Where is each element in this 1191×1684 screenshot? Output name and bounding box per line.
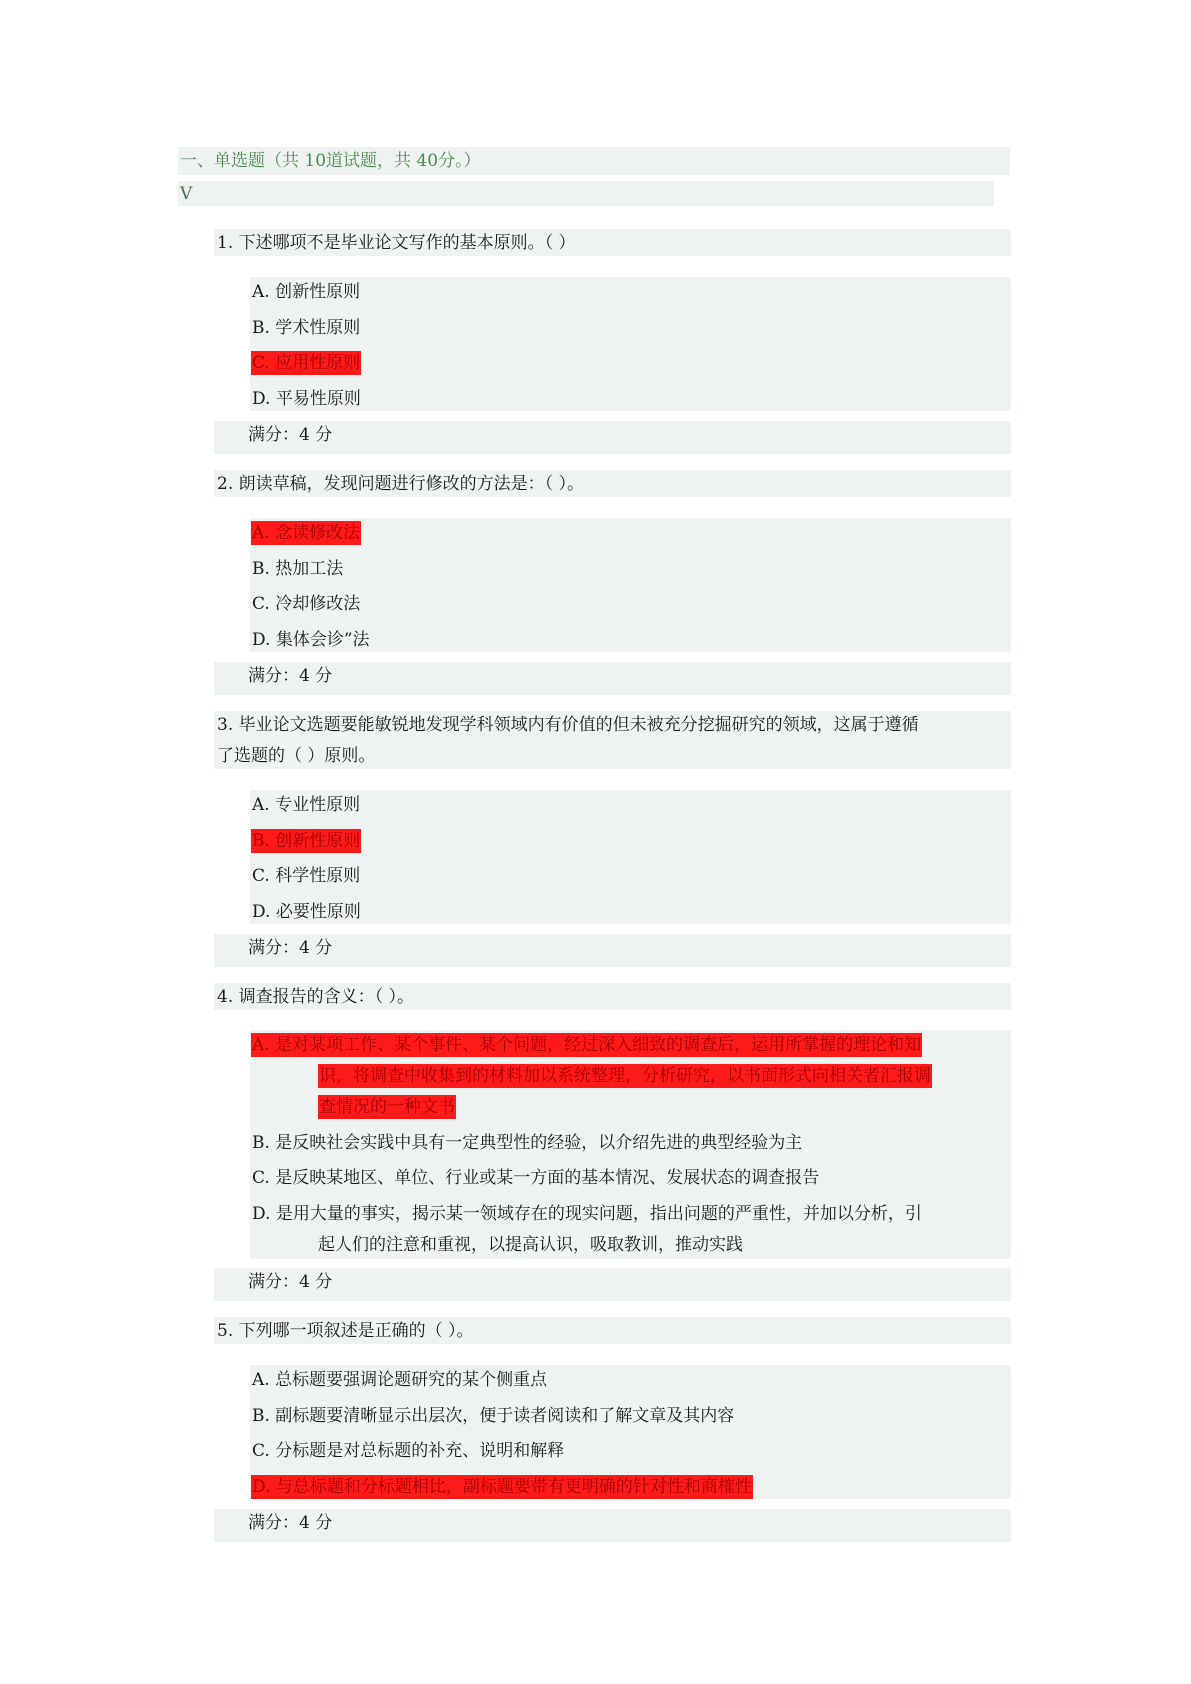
question-5-score-band — [214, 1509, 1011, 1542]
question-4-score-band — [214, 1268, 1011, 1301]
question-1-score: 满分：4 分 — [248, 425, 333, 445]
question-5-score: 满分：4 分 — [248, 1513, 333, 1533]
question-3-stem-line-1: 3. 毕业论文选题要能敏锐地发现学科领域内有价值的但未被充分挖掘研究的领域，这属于遵循 — [217, 715, 919, 735]
question-2-stem: 2. 朗读草稿，发现问题进行修改的方法是：（ ）。 — [217, 474, 585, 494]
question-1-stem: 1. 下述哪项不是毕业论文写作的基本原则。（ ） — [217, 233, 576, 253]
question-2-score-band — [214, 662, 1011, 695]
question-3-option-b-selected[interactable]: B. 创新性原则 — [252, 831, 361, 851]
question-3-score-band — [214, 934, 1011, 967]
section-mark-band — [178, 181, 994, 206]
question-3-option-c[interactable]: C. 科学性原则 — [252, 866, 361, 886]
question-5-stem: 5. 下列哪一项叙述是正确的（ ）。 — [217, 1321, 474, 1341]
question-1-option-d[interactable]: D. 平易性原则 — [252, 389, 361, 409]
question-5-option-b[interactable]: B. 副标题要清晰显示出层次，便于读者阅读和了解文章及其内容 — [252, 1406, 735, 1426]
question-3-option-a[interactable]: A. 专业性原则 — [252, 795, 361, 815]
question-1-score-band — [214, 421, 1011, 454]
question-1-option-a[interactable]: A. 创新性原则 — [252, 282, 361, 302]
question-5-option-a[interactable]: A. 总标题要强调论题研究的某个侧重点 — [252, 1370, 548, 1390]
question-2-score: 满分：4 分 — [248, 666, 333, 686]
question-2-option-c[interactable]: C. 冷却修改法 — [252, 594, 361, 614]
question-4-option-d-line-1[interactable]: D. 是用大量的事实，揭示某一领域存在的现实问题，指出问题的严重性，并加以分析，引 — [252, 1204, 922, 1224]
question-5-option-d-selected[interactable]: D. 与总标题和分标题相比，副标题要带有更明确的针对性和商榷性 — [252, 1477, 752, 1497]
question-4-option-d-line-2[interactable]: 起人们的注意和重视，以提高认识，吸取教训，推动实践 — [318, 1235, 743, 1255]
question-1-options-band — [250, 277, 1011, 411]
section-title: 一、单选题（共 10道试题，共 40分。） — [180, 151, 481, 171]
question-2-option-d[interactable]: D. 集体会诊”法 — [252, 630, 370, 650]
question-4-stem: 4. 调查报告的含义：（ ）。 — [217, 987, 415, 1007]
question-1-option-b[interactable]: B. 学术性原则 — [252, 318, 361, 338]
question-2-option-b[interactable]: B. 热加工法 — [252, 559, 344, 579]
question-4-score: 满分：4 分 — [248, 1272, 333, 1292]
section-mark: V — [180, 184, 193, 204]
question-2-option-a-selected[interactable]: A. 念读修改法 — [252, 523, 361, 543]
question-4-option-a-selected-line-2[interactable]: 识，将调查中收集到的材料加以系统整理，分析研究，以书面形式向相关者汇报调 — [319, 1066, 931, 1086]
question-3-option-d[interactable]: D. 必要性原则 — [252, 902, 361, 922]
question-5-option-c[interactable]: C. 分标题是对总标题的补充、说明和解释 — [252, 1441, 565, 1461]
question-4-option-b[interactable]: B. 是反映社会实践中具有一定典型性的经验，以介绍先进的典型经验为主 — [252, 1133, 803, 1153]
question-4-option-a-selected-line-1[interactable]: A. 是对某项工作、某个事件、某个问题，经过深入细致的调查后，运用所掌握的理论和知 — [252, 1035, 922, 1055]
question-4-option-c[interactable]: C. 是反映某地区、单位、行业或某一方面的基本情况、发展状态的调查报告 — [252, 1168, 820, 1188]
question-1-option-c-selected[interactable]: C. 应用性原则 — [252, 353, 361, 373]
question-3-options-band — [250, 790, 1011, 924]
question-4-option-a-selected-line-3[interactable]: 查情况的一种文书 — [319, 1097, 455, 1117]
question-3-stem-line-2: 了选题的（ ）原则。 — [217, 746, 376, 766]
question-3-score: 满分：4 分 — [248, 938, 333, 958]
